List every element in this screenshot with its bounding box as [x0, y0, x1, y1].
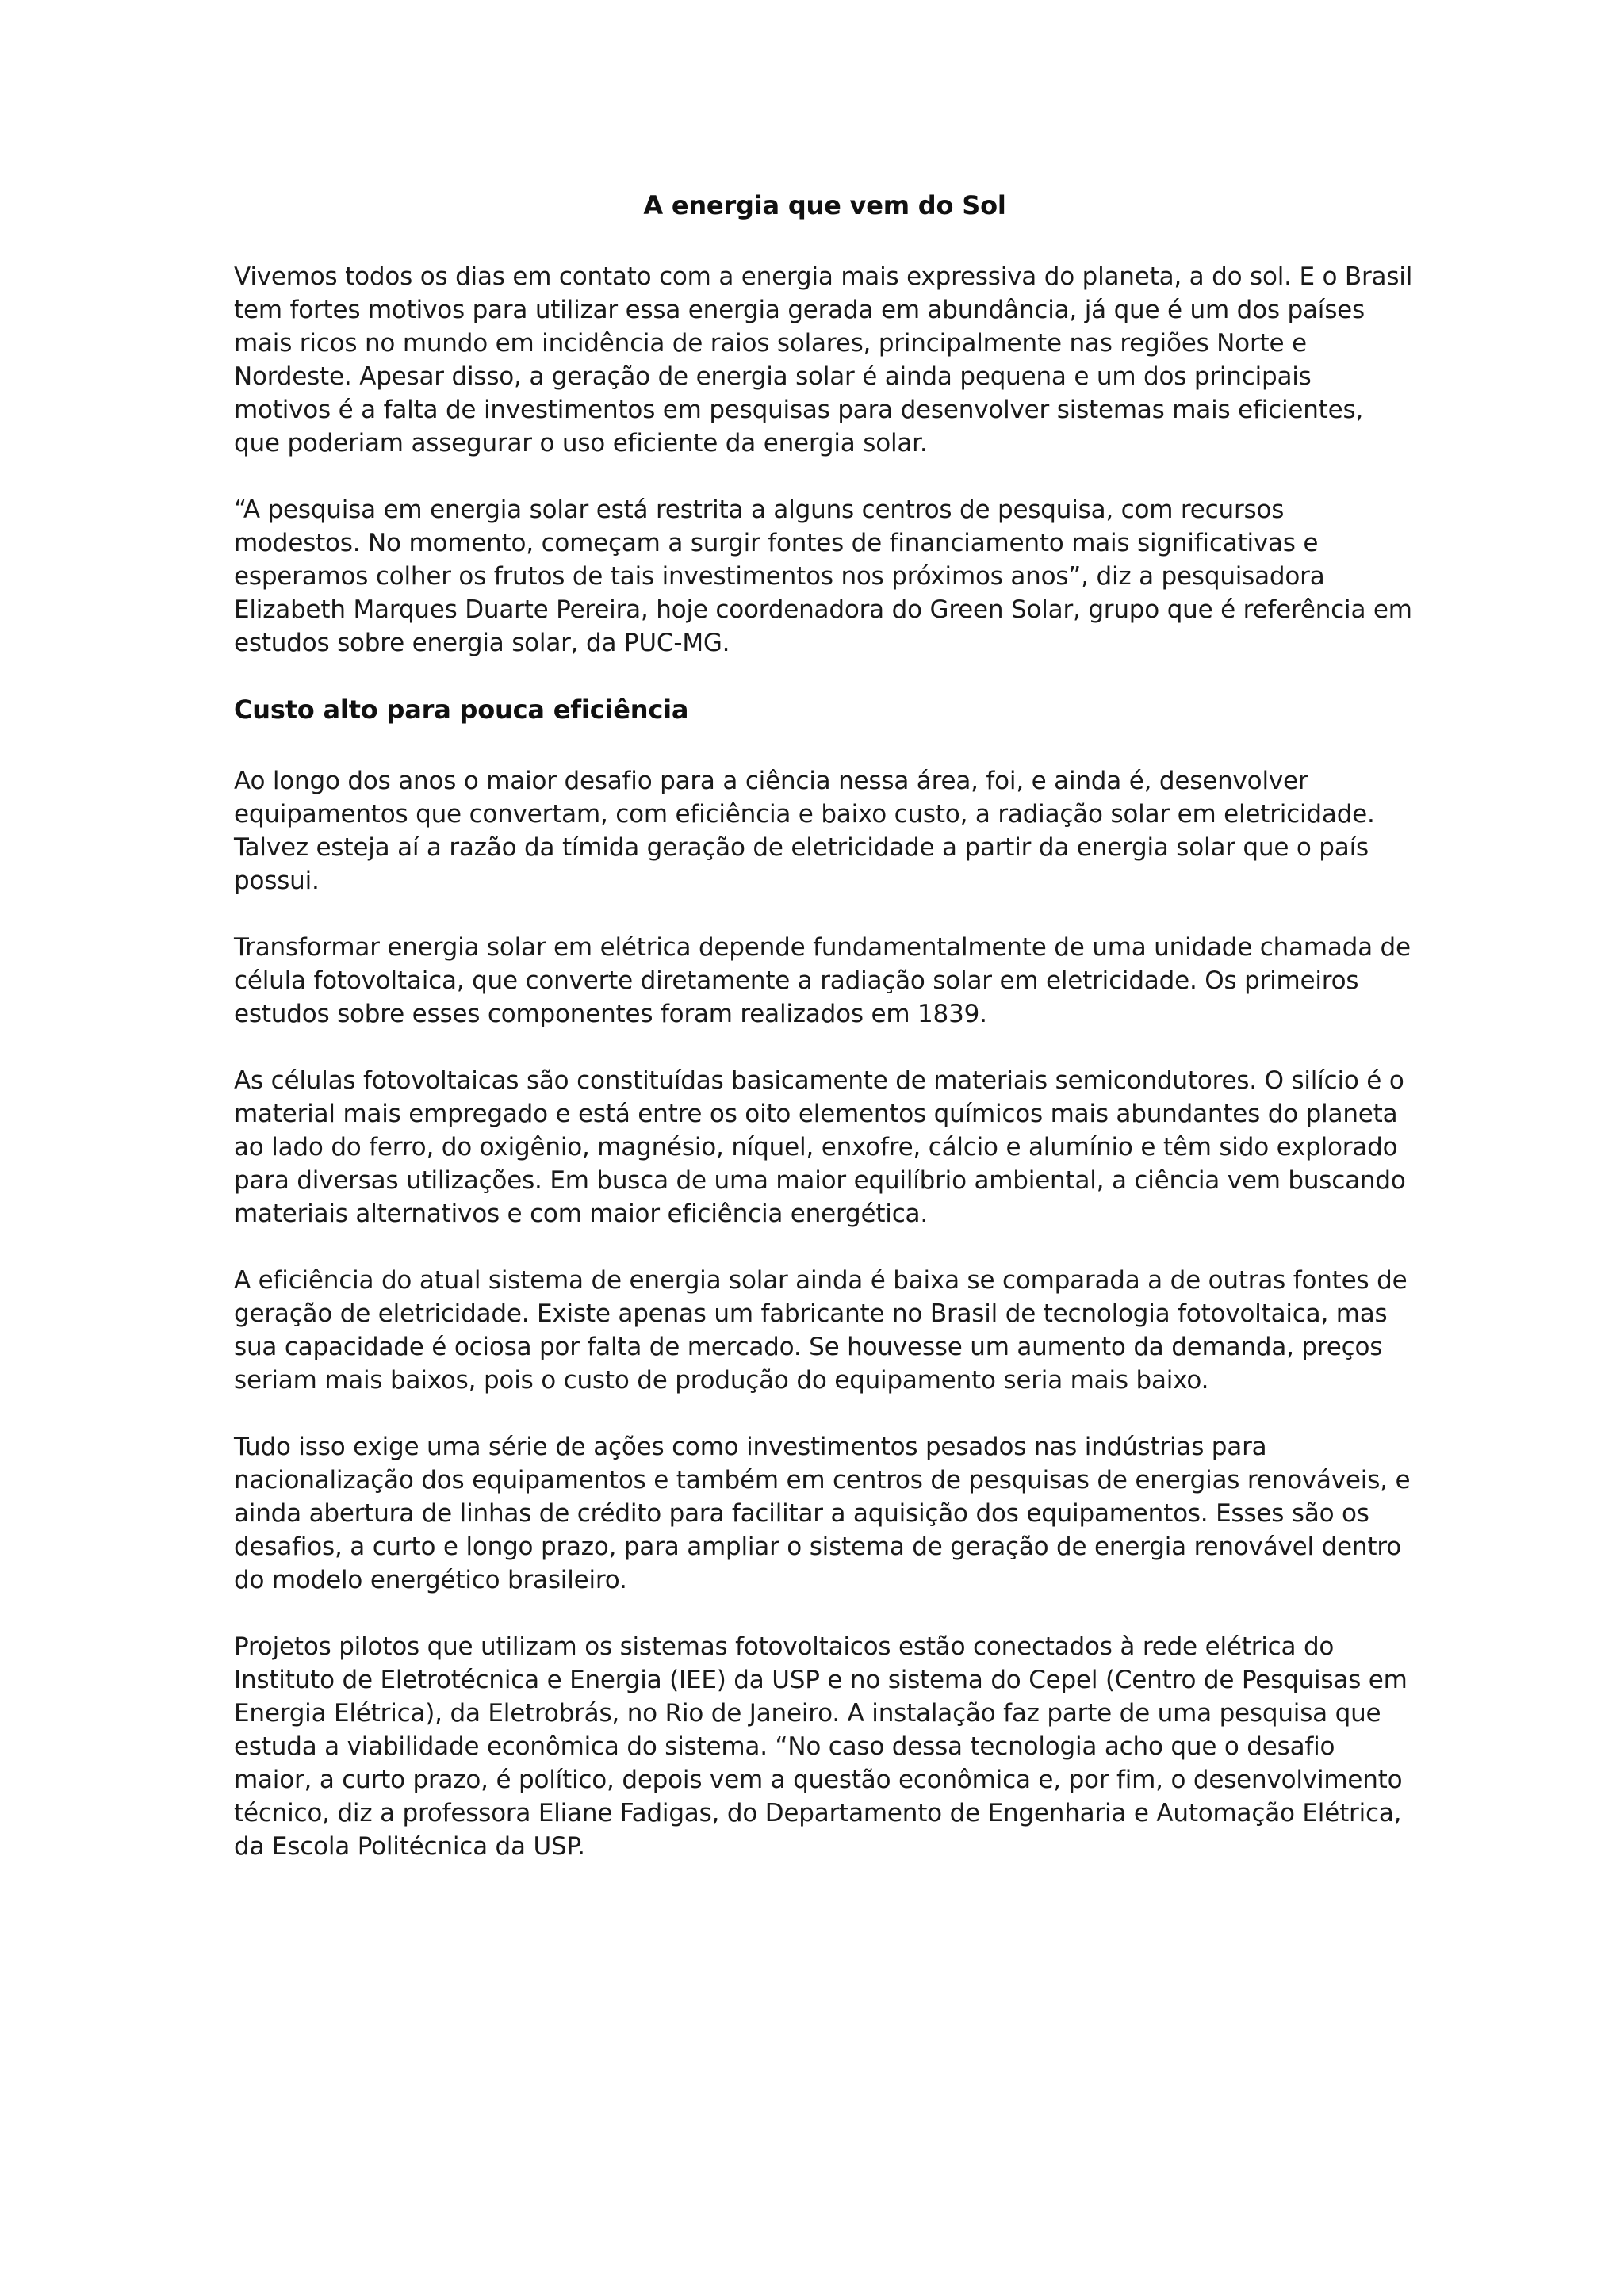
paragraph-section-5: Tudo isso exige uma série de ações como investimentos pesados nas indústrias para nacionalização dos equipamentos e também em centros de pesquisas de energias renováveis, e ainda abertura de linhas de crédito para facilitar a aquisição dos equipamentos. Esses são os desafios, a curto e longo prazo, para ampliar o sistema de geração de energia renovável dentro do modelo energético brasileiro. [234, 1433, 1411, 1594]
document-body [234, 189, 1415, 1896]
paragraph-section-4: A eficiência do atual sistema de energia solar ainda é baixa se comparada a de outras fontes de geração de eletricidade. Existe apenas um fabricante no Brasil de tecnologia fotovoltaica, mas sua capacidade é ociosa por falta de mercado. Se houvesse um aumento da demanda, preços seriam mais baixos, pois o custo de produção do equipamento seria mais baixo. [234, 1266, 1408, 1395]
paragraph-intro-quote: “A pesquisa em energia solar está restrita a alguns centros de pesquisa, com recursos modestos. No momento, começam a surgir fontes de financiamento mais significativas e esperamos colher os frutos de tais investimentos nos próximos anos”, diz a pesquisadora Elizabeth Marques Duarte Pereira, hoje coordenadora do Green Solar, grupo que é referência em estudos sobre energia solar, da PUC-MG. [234, 496, 1412, 657]
paragraph-intro-1: Vivemos todos os dias em contato com a energia mais expressiva do planeta, a do sol. E o Brasil tem fortes motivos para utilizar essa energia gerada em abundância, já que é um dos países mais ricos no mundo em incidência de raios solares, principalmente nas regiões Norte e Nordeste. Apesar disso, a geração de energia solar é ainda pequena e um dos principais motivos é a falta de investimentos em pesquisas para desenvolver sistemas mais eficientes, que poderiam assegurar o uso eficiente da energia solar. [234, 262, 1413, 457]
section-heading: Custo alto para pouca eficiência [234, 695, 689, 725]
paragraph-section-2: Transformar energia solar em elétrica depende fundamentalmente de uma unidade chamada de célula fotovoltaica, que converte diretamente a radiação solar em eletricidade. Os primeiros estudos sobre esses componentes foram realizados em 1839. [234, 933, 1411, 1028]
paragraph-section-3: As células fotovoltaicas são constituídas basicamente de materiais semicondutores. O silício é o material mais empregado e está entre os oito elementos químicos mais abundantes do planeta ao lado do ferro, do oxigênio, magnésio, níquel, enxofre, cálcio e alumínio e têm sido explorado para diversas utilizações. Em busca de uma maior equilíbrio ambiental, a ciência vem buscando materiais alternativos e com maior eficiência energética. [234, 1066, 1406, 1228]
paragraph-section-6: Projetos pilotos que utilizam os sistemas fotovoltaicos estão conectados à rede elétrica do Instituto de Eletrotécnica e Energia (IEE) da USP e no sistema do Cepel (Centro de Pesquisas em Energia Elétrica), da Eletrobrás, no Rio de Janeiro. A instalação faz parte de uma pesquisa que estuda a viabilidade econômica do sistema. “No caso dessa tecnologia acho que o desafio maior, a curto prazo, é político, depois vem a questão econômica e, por fim, o desenvolvimento técnico, diz a professora Eliane Fadigas, do Departamento de Engenharia e Automação Elétrica, da Escola Politécnica da USP. [234, 1632, 1408, 1861]
paragraph-section-1: Ao longo dos anos o maior desafio para a ciência nessa área, foi, e ainda é, desenvolver equipamentos que convertam, com eficiência e baixo custo, a radiação solar em eletricidade. Talvez esteja aí a razão da tímida geração de eletricidade a partir da energia solar que o país possui. [234, 767, 1375, 895]
document-title: A energia que vem do Sol [643, 190, 1006, 220]
